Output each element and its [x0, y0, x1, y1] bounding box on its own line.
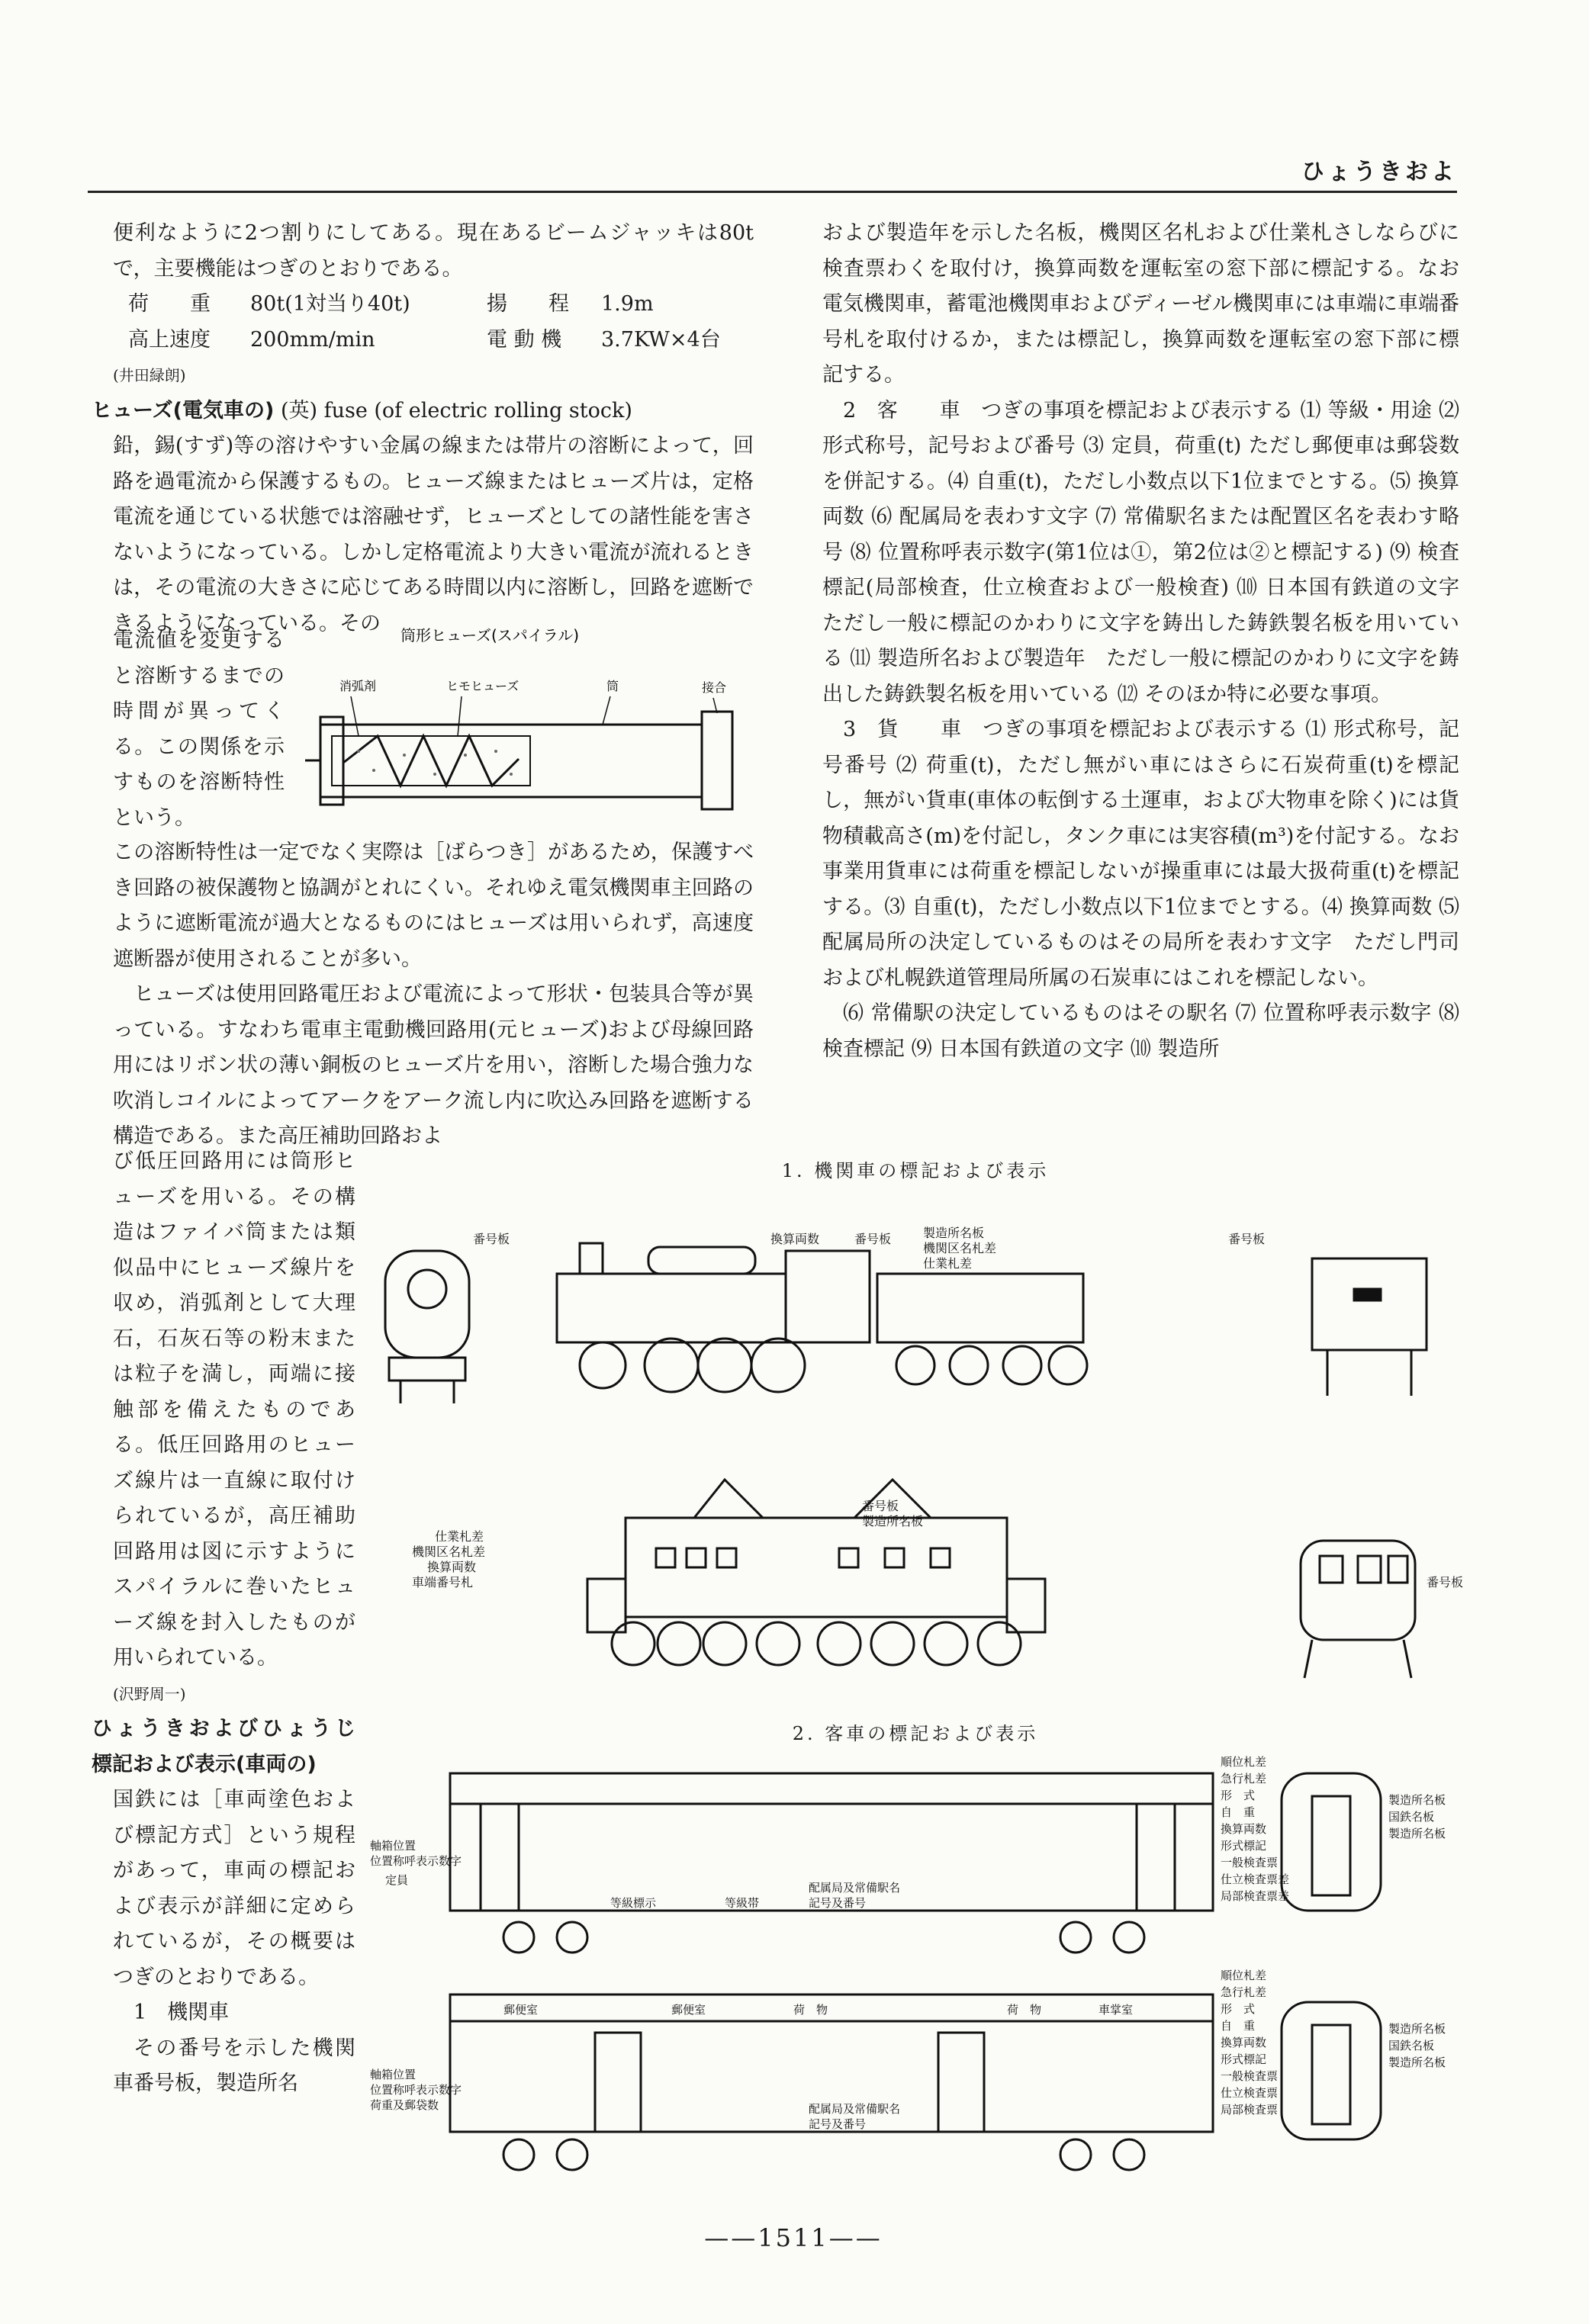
entry-heading: ヒューズ(電気車の): [92, 398, 275, 423]
right-column: [822, 216, 1480, 1067]
spec-value: 1.9m: [601, 292, 654, 316]
car-label: 換算両数: [1221, 2036, 1267, 2049]
left-column-continued: [113, 835, 754, 1155]
car-label: 一般検査票: [1221, 1856, 1279, 1869]
car-label: 製造所名板: [1388, 1827, 1446, 1840]
loco-label: 仕業札差: [923, 1256, 973, 1271]
fuse-side-text: 電流値を変更すると溶断するまでの時間が異ってくる。この関係を示すものを溶断特性という。: [113, 628, 285, 830]
car-label: 記号及番号: [809, 2117, 867, 2131]
page-number: ——1511——: [704, 2223, 883, 2252]
fuse-label: 消弧剤: [339, 679, 377, 693]
car-label: 等級帯: [725, 1896, 760, 1910]
car-label: 位置称呼表示数字: [370, 1854, 462, 1868]
paragraph: その番号を示した機関車番号板，製造所名: [113, 2036, 355, 2095]
entry-english: (英) fuse (of electric rolling stock): [280, 398, 632, 423]
loco-label: 製造所名板: [923, 1226, 985, 1240]
fuse-label: ヒモヒューズ: [446, 679, 519, 693]
car-label: 郵便室: [671, 2003, 706, 2017]
loco-label: 製造所名板: [862, 1514, 924, 1528]
car-label: 荷重及郵袋数: [370, 2098, 439, 2112]
figure-1-title: 1. 機関車の標記および表示: [781, 1160, 1050, 1181]
car-label: 形 式: [1221, 2002, 1256, 2016]
car-label: 形式標記: [1221, 2052, 1267, 2066]
paragraph: 2 客 車 つぎの事項を標記および表示する ⑴ 等級・用途 ⑵ 形式称号，記号および番号 ⑶ 定員，荷重(t) ただし郵便車は郵袋数を併記する。⑷ 自重(t)，ただし小数点以下1位までとする。⑸ 換算両数 ⑹ 配属局を表わす文字 ⑺ 常備駅名または配置区名を表わす略号 ⑻ 位置称呼表示数字(第1位は①，第2位は②と標記する) ⑼ 検査標記(局部検査，仕立検査および一般検査) ⑽ 日本国有鉄道の文字 ただし一般に標記のかわりに文字を鋳出した鋳鉄製名板を用いている ⑾ 製造所名および製造年 ただし一般に標記のかわりに文字を鋳出した鋳鉄製名板を用いている ⑿ そのほか特に必要な事項。: [822, 398, 1480, 706]
section-heading: 1 機関車: [133, 2001, 230, 2024]
spec-key: 荷 重: [128, 292, 211, 316]
paragraph: 便利なように2つ割りにしてある。現在あるビームジャッキは80tで，主要機能はつぎのとおりである。: [113, 221, 754, 281]
author: (井田緑朗): [113, 366, 186, 384]
car-label: 形 式: [1221, 1789, 1256, 1802]
car-label: 軸箱位置: [370, 2068, 417, 2081]
loco-label: 機関区名札差: [412, 1545, 486, 1559]
car-label: 仕立検査票差: [1221, 1872, 1290, 1886]
author: (沢野周一): [113, 1684, 186, 1703]
loco-label: 機関区名札差: [923, 1241, 997, 1255]
car-label: 車掌室: [1098, 2003, 1134, 2017]
car-label: 荷 物: [793, 2003, 828, 2017]
car-label: 順位札差: [1221, 1969, 1267, 1982]
loco-label: 番号板: [1427, 1575, 1464, 1590]
spec-row: [113, 287, 754, 323]
paragraph: ⑹ 常備駅の決定しているものはその駅名 ⑺ 位置称呼表示数字 ⑻ 検査標記 ⑼ 日本国有鉄道の文字 ⑽ 製造所: [822, 1001, 1459, 1061]
loco-label: 換算両数: [770, 1232, 820, 1246]
car-label: 国鉄名板: [1388, 1810, 1435, 1824]
car-label: 配属局及常備駅名: [809, 2102, 901, 2116]
entry-heading: ひょうきおよびひょうじ 標記および表示(車両の): [92, 1717, 376, 1776]
spec-key: 電 動 機: [487, 327, 562, 352]
car-label: 一般検査票: [1221, 2069, 1279, 2083]
spec-key: 高上速度: [128, 327, 211, 352]
car-label: 国鉄名板: [1388, 2039, 1435, 2052]
paragraph: この溶断特性は一定でなく実際は［ばらつき］があるため，保護すべき回路の被保護物と協調がとれにくい。それゆえ電気機関車主回路のように遮断電流が過大となるものにはヒューズは用いられず，高速度遮断器が使用されることが多い。: [113, 841, 754, 971]
paragraph: 鉛，錫(すず)等の溶けやすい金属の線または帯片の溶断によって，回路を過電流から保護するもの。ヒューズ線またはヒューズ片は，定格電流を通じている状態では溶融せず，ヒューズとしての諸性能を害さないようになっている。しかし定格電流より大きい電流が流れるときは，その電流の大きさに応じてある時間以内に溶断し，回路を遮断できるようになっている。その: [113, 434, 754, 635]
passenger-car-diagram: [366, 1750, 1465, 2193]
car-label: 順位札差: [1221, 1755, 1267, 1769]
paragraph: 3 貨 車 つぎの事項を標記および表示する ⑴ 形式称号，記号番号 ⑵ 荷重(t)，ただし無がい車にはさらに石炭荷重(t)を標記し，無がい貨車(車体の転倒する土運車，および大物車を除く)には貨物積載高さ(m)を付記し，タンク車には実容積(m³)を付記する。なお事業用貨車には荷重を標記しないが操重車には最大扱荷重(t)を標記する。⑶ 自重(t)，ただし小数点以下1位までとする。⑷ 換算両数 ⑸ 配属局所の決定しているものはその局所を表わす文字 ただし門司および札幌鉄道管理局所属の石炭車にはこれを標記しない。: [822, 718, 1459, 990]
car-label: 郵便室: [503, 2003, 539, 2017]
loco-label: 番号板: [854, 1232, 892, 1246]
running-header: ひょうきおよ: [1301, 159, 1457, 185]
car-label: 局部検査票差: [1221, 1889, 1290, 1903]
loco-label: 番号板: [862, 1499, 899, 1513]
loco-label: 仕業札差: [435, 1529, 484, 1544]
car-label: 配属局及常備駅名: [809, 1881, 901, 1895]
car-label: 仕立検査票: [1221, 2086, 1279, 2100]
fuse-figure-title: 筒形ヒューズ(スパイラル): [400, 626, 580, 644]
paragraph: および製造年を示した名板，機関区名札および仕業札さしならびに検査票わくを取付け，換算両数を運転室の窓下部に標記する。なお電気機関車，蓄電池機関車およびディーゼル機関車には車端に車端番号札を取付けるか，または標記し，換算両数を運転室の窓下部に標記する。: [822, 221, 1459, 387]
car-label: 形式標記: [1221, 1839, 1267, 1853]
car-label: 自 重: [1221, 2019, 1256, 2033]
spec-key: 揚 程: [487, 292, 569, 316]
car-label: 局部検査票: [1221, 2103, 1279, 2117]
car-label: 換算両数: [1221, 1822, 1267, 1836]
loco-label: 番号板: [1228, 1232, 1266, 1246]
car-label: 定員: [385, 1873, 409, 1887]
car-label: 急行札差: [1221, 1772, 1267, 1786]
car-label: 自 重: [1221, 1805, 1256, 1819]
spec-value: 3.7KW×4台: [601, 327, 721, 352]
car-label: 記号及番号: [809, 1896, 867, 1910]
figure-2-title: 2. 客車の標記および表示: [792, 1723, 1039, 1744]
car-label: 急行札差: [1221, 1985, 1267, 1999]
left-column: [92, 216, 754, 641]
car-label: 荷 物: [1007, 2003, 1042, 2017]
car-label: 製造所名板: [1388, 2022, 1446, 2036]
car-label: 等級標示: [610, 1896, 657, 1910]
locomotive-diagram: [366, 1190, 1465, 1686]
loco-label: 換算両数: [427, 1560, 477, 1574]
fuse-label: 接合: [702, 680, 727, 695]
paragraph: 国鉄には［車両塗色および標記方式］という規程があって，車両の標記および表示が詳細に定められているが，その概要はつぎのとおりである。: [113, 1788, 355, 1989]
car-label: 製造所名板: [1388, 2056, 1446, 2069]
loco-label: 車端番号札: [412, 1575, 474, 1590]
paragraph: ヒューズは使用回路電圧および電流によって形状・包装具合等が異っている。すなわち電車主電動機回路用(元ヒューズ)および母線回路用にはリボン状の薄い銅板のヒューズ片を用い，溶断した場合強力な吹消しコイルによってアークをアーク流し内に吹込み回路を遮断する構造である。また高圧補助回路およ: [113, 982, 754, 1148]
spec-row: [113, 323, 754, 358]
fuse-label: 筒: [606, 679, 619, 693]
car-label: 製造所名板: [1388, 1793, 1446, 1807]
left-narrow-column: [92, 1144, 376, 2102]
car-label: 位置称呼表示数字: [370, 2083, 462, 2097]
loco-label: 番号板: [473, 1232, 510, 1246]
paragraph: び低圧回路用には筒形ヒューズを用いる。その構造はファイバ筒または類似品中にヒューズ線片を収め，消弧剤として大理石，石灰石等の粉末または粒子を満し，両端に接触部を備えたものである。低圧回路用のヒューズ線片は一直線に取付けられているが，高圧補助回路用は図に示すようにスパイラルに巻いたヒューズ線を封入したものが用いられている。: [113, 1149, 355, 1670]
header-rule: [88, 191, 1457, 193]
spec-value: 200mm/min: [250, 327, 375, 352]
car-label: 軸箱位置: [370, 1839, 417, 1853]
spec-value: 80t(1対当り40t): [250, 292, 410, 316]
fuse-diagram: [290, 622, 763, 828]
